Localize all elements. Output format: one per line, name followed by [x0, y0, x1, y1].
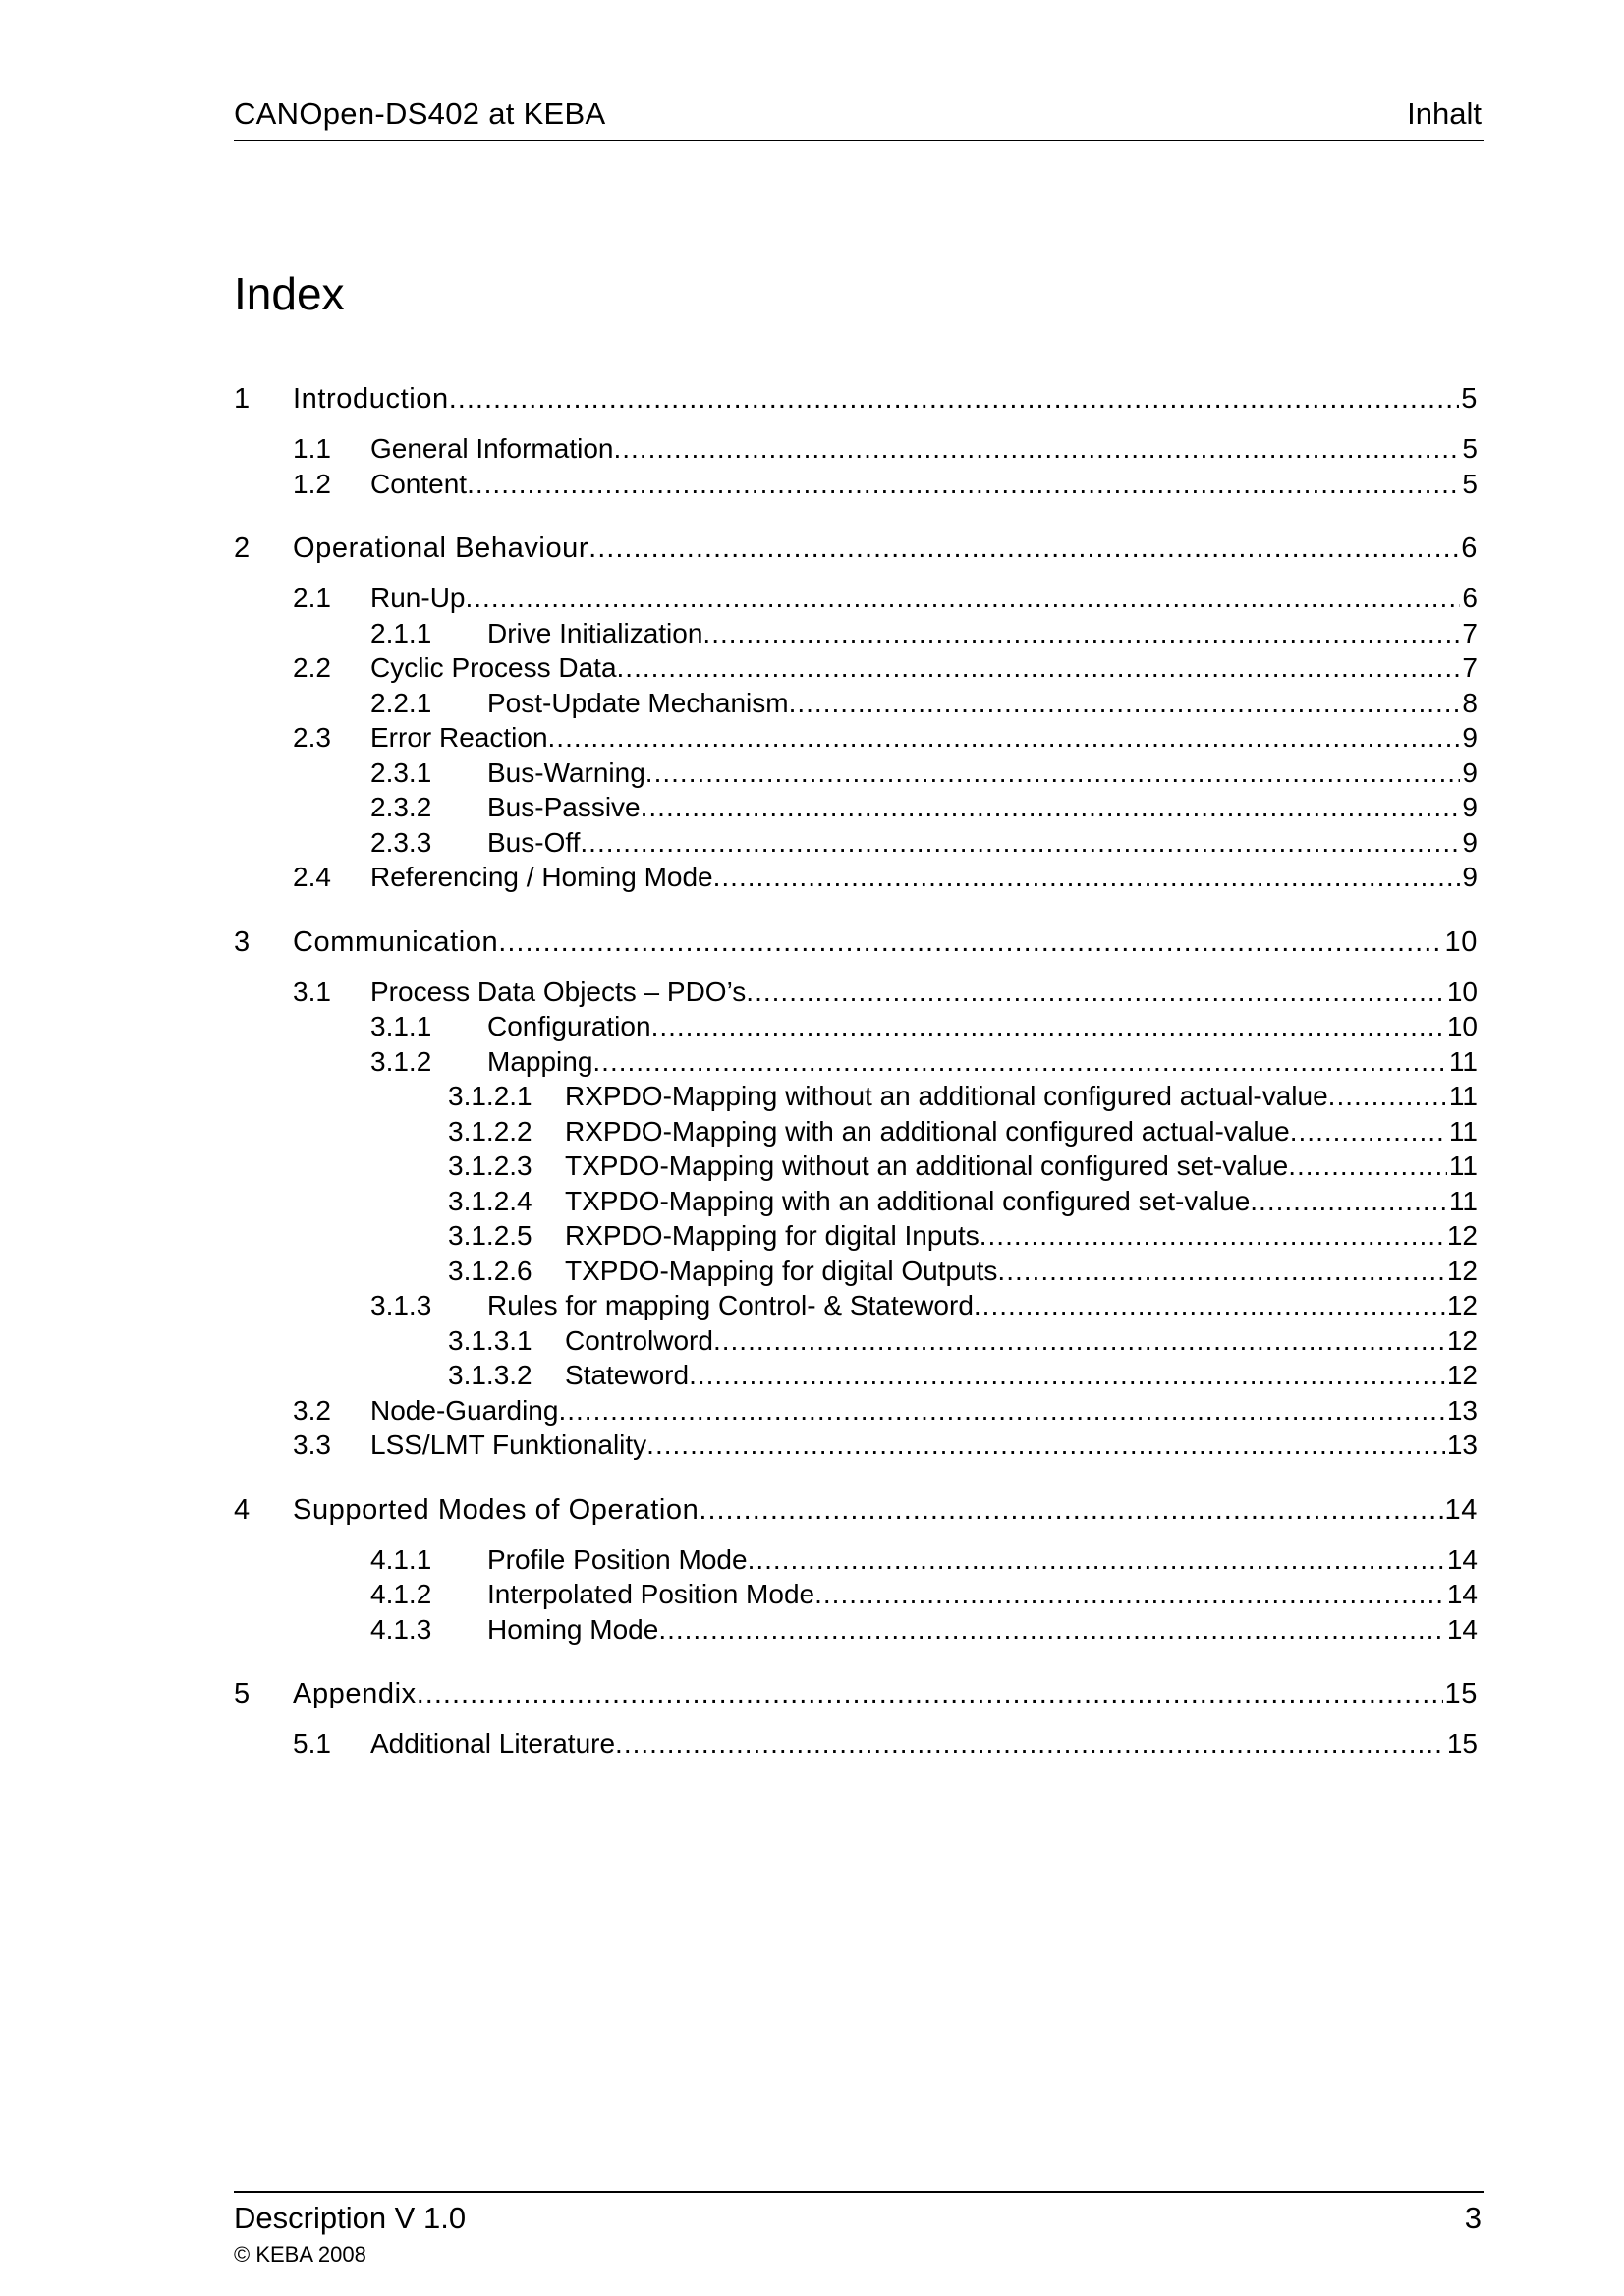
- toc-entry-number: 2.1: [293, 583, 331, 613]
- toc-entry-level-3[interactable]: [234, 1046, 1478, 1082]
- toc-entry-title: Additional Literature: [370, 1728, 616, 1759]
- footer-page-number: 3: [1464, 2201, 1482, 2235]
- toc-entry-title: Supported Modes of Operation: [293, 1493, 700, 1526]
- toc-entry-level-4[interactable]: [234, 1220, 1478, 1256]
- toc-entry-level-2[interactable]: [234, 583, 1478, 618]
- toc-dot-leader: [1290, 1116, 1447, 1148]
- toc-dot-leader: [465, 583, 1460, 614]
- toc-spacer: [234, 1529, 1478, 1544]
- toc-entry-number: 2.3.1: [370, 756, 432, 788]
- toc-entry-page: 5: [1462, 468, 1478, 499]
- toc-entry-page: 12: [1446, 1255, 1478, 1286]
- toc-entry-level-3[interactable]: [234, 618, 1478, 653]
- toc-entry-level-3[interactable]: [234, 792, 1478, 827]
- toc-entry-number: 5: [234, 1678, 251, 1709]
- toc-entry-page: 11: [1448, 1081, 1478, 1111]
- toc-dot-leader: [588, 532, 1459, 565]
- page-title: Index: [234, 268, 345, 319]
- toc-entry-number: 3.1.2.5: [448, 1220, 532, 1251]
- toc-entry-number: 3.1: [293, 976, 331, 1007]
- toc-entry-number: 3.3: [293, 1429, 331, 1460]
- toc-entry-title: Configuration: [487, 1011, 651, 1041]
- toc-entry-number: 1.2: [293, 468, 331, 499]
- toc-entry-number: 2.3.2: [370, 792, 432, 822]
- toc-spacer: [234, 1712, 1478, 1728]
- toc-entry-page: 14: [1446, 1543, 1478, 1575]
- toc-entry-title: LSS/LMT Funktionality: [370, 1429, 647, 1460]
- toc-entry-title: Appendix: [293, 1678, 417, 1709]
- toc-entry-title: Stateword: [565, 1360, 690, 1390]
- toc-entry-level-3[interactable]: [234, 1544, 1478, 1580]
- toc-dot-leader: [641, 792, 1461, 823]
- toc-entry-level-1[interactable]: [234, 1678, 1478, 1712]
- toc-entry-page: 9: [1462, 862, 1478, 892]
- toc-entry-level-1[interactable]: [234, 1494, 1478, 1529]
- toc-entry-number: 3.1.2: [370, 1045, 432, 1077]
- toc-entry-page: 5: [1461, 383, 1478, 415]
- toc-entry-level-4[interactable]: [234, 1081, 1478, 1116]
- toc-entry-level-3[interactable]: [234, 1011, 1478, 1046]
- toc-spacer: [234, 503, 1478, 532]
- header-section-name: Inhalt: [1407, 96, 1482, 131]
- toc-entry-number: 3.1.3.2: [448, 1360, 532, 1390]
- toc-dot-leader: [997, 1256, 1444, 1287]
- toc-entry-level-2[interactable]: [234, 1728, 1478, 1764]
- toc-entry-level-2[interactable]: [234, 652, 1478, 688]
- toc-entry-level-2[interactable]: [234, 862, 1478, 897]
- toc-entry-level-1[interactable]: [234, 383, 1478, 418]
- toc-entry-page: 9: [1462, 756, 1478, 788]
- toc-entry-page: 10: [1446, 1011, 1478, 1041]
- toc-entry-page: 14: [1444, 1493, 1478, 1526]
- toc-dot-leader: [449, 383, 1460, 416]
- toc-entry-page: 8: [1462, 687, 1478, 718]
- header-document-title: CANOpen-DS402 at KEBA: [234, 96, 606, 131]
- toc-entry-level-4[interactable]: [234, 1256, 1478, 1291]
- toc-entry-page: 13: [1446, 1394, 1478, 1426]
- page-footer: [234, 2191, 1484, 2267]
- toc-entry-number: 2.4: [293, 862, 331, 892]
- toc-dot-leader: [558, 1395, 1444, 1427]
- toc-spacer: [234, 897, 1478, 926]
- toc-entry-title: Rules for mapping Control- & Stateword: [487, 1290, 974, 1320]
- toc-dot-leader: [713, 1325, 1445, 1357]
- toc-dot-leader: [689, 1360, 1445, 1391]
- toc-dot-leader: [651, 1011, 1445, 1042]
- toc-entry-title: Content: [370, 468, 468, 499]
- toc-dot-leader: [980, 1220, 1445, 1252]
- toc-entry-number: 1.1: [293, 433, 331, 464]
- toc-dot-leader: [467, 469, 1460, 500]
- toc-entry-title: Communication: [293, 925, 499, 958]
- toc-entry-level-2[interactable]: [234, 977, 1478, 1012]
- toc-entry-number: 2.2: [293, 652, 331, 683]
- toc-entry-title: Homing Mode: [487, 1613, 659, 1645]
- toc-entry-page: 6: [1461, 532, 1478, 564]
- toc-entry-level-3[interactable]: [234, 1579, 1478, 1614]
- toc-entry-number: 3: [234, 925, 251, 958]
- toc-entry-title: Bus-Warning: [487, 756, 645, 788]
- toc-entry-level-2[interactable]: [234, 722, 1478, 757]
- toc-entry-page: 11: [1448, 1045, 1478, 1077]
- toc-dot-leader: [1250, 1186, 1447, 1217]
- toc-entry-page: 13: [1446, 1429, 1478, 1460]
- toc-entry-number: 1: [234, 383, 251, 415]
- toc-entry-level-4[interactable]: [234, 1325, 1478, 1361]
- toc-dot-leader: [417, 1678, 1443, 1710]
- toc-entry-title: Introduction: [293, 383, 449, 415]
- toc-entry-title: Cyclic Process Data: [370, 652, 617, 683]
- toc-entry-title: TXPDO-Mapping with an additional configured set-value: [565, 1185, 1251, 1216]
- toc-spacer: [234, 418, 1478, 433]
- toc-entry-level-2[interactable]: [234, 1429, 1478, 1465]
- toc-spacer: [234, 567, 1478, 583]
- toc-entry-title: Referencing / Homing Mode: [370, 862, 713, 892]
- toc-entry-level-4[interactable]: [234, 1186, 1478, 1221]
- footer-copyright: © KEBA 2008: [234, 2242, 366, 2267]
- toc-entry-number: 4.1.3: [370, 1613, 432, 1645]
- toc-dot-leader: [974, 1290, 1445, 1321]
- toc-entry-title: Profile Position Mode: [487, 1543, 748, 1575]
- toc-entry-level-1[interactable]: [234, 532, 1478, 567]
- toc-entry-number: 2.3.3: [370, 826, 432, 858]
- toc-entry-number: 5.1: [293, 1728, 331, 1759]
- toc-entry-page: 14: [1446, 1613, 1478, 1645]
- toc-entry-level-2[interactable]: [234, 1395, 1478, 1430]
- toc-entry-page: 12: [1446, 1360, 1478, 1390]
- footer-version: Description V 1.0: [234, 2201, 467, 2235]
- toc-dot-leader: [580, 827, 1460, 859]
- toc-entry-number: 3.1.2.1: [448, 1081, 532, 1111]
- toc-entry-level-3[interactable]: [234, 827, 1478, 863]
- toc-entry-title: Drive Initialization: [487, 617, 703, 648]
- toc-entry-title: Run-Up: [370, 583, 466, 613]
- toc-entry-level-2[interactable]: [234, 433, 1478, 469]
- toc-entry-page: 14: [1446, 1579, 1478, 1609]
- toc-dot-leader: [615, 1728, 1445, 1760]
- toc-entry-title: General Information: [370, 433, 614, 464]
- toc-dot-leader: [645, 757, 1461, 789]
- toc-entry-page: 9: [1462, 826, 1478, 858]
- toc-dot-leader: [498, 926, 1442, 959]
- toc-entry-title: RXPDO-Mapping with an additional configured actual-value: [565, 1115, 1290, 1147]
- toc-entry-page: 11: [1448, 1185, 1478, 1216]
- toc-spacer: [234, 1649, 1478, 1678]
- toc-dot-leader: [658, 1614, 1445, 1646]
- toc-dot-leader: [702, 618, 1460, 649]
- toc-spacer: [234, 961, 1478, 977]
- toc-entry-number: 2.2.1: [370, 687, 432, 718]
- toc-entry-title: Process Data Objects – PDO’s: [370, 976, 747, 1007]
- toc-entry-title: Interpolated Position Mode: [487, 1579, 815, 1609]
- toc-entry-number: 4: [234, 1493, 251, 1526]
- toc-entry-title: Error Reaction: [370, 722, 548, 753]
- toc-entry-page: 10: [1446, 976, 1478, 1007]
- toc-entry-level-3[interactable]: [234, 1614, 1478, 1650]
- toc-entry-number: 2.1.1: [370, 617, 432, 648]
- toc-entry-number: 3.1.3.1: [448, 1324, 532, 1356]
- toc-entry-page: 9: [1462, 722, 1478, 753]
- toc-entry-page: 5: [1462, 433, 1478, 464]
- toc-entry-level-2[interactable]: [234, 469, 1478, 504]
- toc-entry-number: 3.1.2.4: [448, 1185, 532, 1216]
- toc-entry-number: 3.1.2.6: [448, 1255, 532, 1286]
- toc-entry-page: 10: [1444, 925, 1478, 958]
- toc-entry-level-3[interactable]: [234, 1290, 1478, 1325]
- toc-dot-leader: [613, 433, 1460, 465]
- toc-entry-title: RXPDO-Mapping for digital Inputs: [565, 1220, 980, 1251]
- toc-entry-page: 9: [1462, 792, 1478, 822]
- toc-entry-page: 7: [1462, 652, 1478, 683]
- toc-entry-page: 12: [1446, 1220, 1478, 1251]
- toc-dot-leader: [814, 1579, 1445, 1610]
- toc-entry-page: 12: [1446, 1290, 1478, 1320]
- toc-entry-title: Bus-Passive: [487, 792, 641, 822]
- toc-dot-leader: [713, 862, 1461, 893]
- toc-dot-leader: [592, 1046, 1447, 1078]
- toc-dot-leader: [646, 1429, 1445, 1461]
- page-header: [234, 94, 1484, 141]
- toc-entry-title: TXPDO-Mapping without an additional configured set-value: [565, 1150, 1289, 1181]
- toc-entry-number: 3.2: [293, 1394, 331, 1426]
- toc-entry-level-4[interactable]: [234, 1150, 1478, 1186]
- toc-dot-leader: [617, 652, 1461, 684]
- toc-entry-number: 3.1.2.2: [448, 1115, 532, 1147]
- toc-entry-page: 15: [1444, 1678, 1478, 1709]
- toc-entry-page: 11: [1448, 1115, 1478, 1147]
- toc-entry-page: 6: [1462, 583, 1478, 613]
- toc-dot-leader: [746, 977, 1445, 1008]
- toc-entry-title: Operational Behaviour: [293, 532, 589, 564]
- toc-entry-number: 2: [234, 532, 251, 564]
- toc-entry-level-4[interactable]: [234, 1360, 1478, 1395]
- toc-entry-title: Node-Guarding: [370, 1394, 559, 1426]
- toc-entry-title: TXPDO-Mapping for digital Outputs: [565, 1255, 998, 1286]
- toc-entry-title: Bus-Off: [487, 826, 581, 858]
- toc-entry-title: Post-Update Mechanism: [487, 687, 789, 718]
- toc-entry-number: 3.1.2.3: [448, 1150, 532, 1181]
- toc-dot-leader: [1328, 1081, 1447, 1112]
- toc-entry-level-3[interactable]: [234, 688, 1478, 723]
- toc-spacer: [234, 1465, 1478, 1494]
- toc-entry-level-4[interactable]: [234, 1116, 1478, 1151]
- toc-dot-leader: [1288, 1150, 1447, 1182]
- toc-entry-number: 4.1.1: [370, 1543, 432, 1575]
- toc-entry-number: 2.3: [293, 722, 331, 753]
- toc-entry-page: 12: [1446, 1324, 1478, 1356]
- toc-dot-leader: [699, 1494, 1442, 1527]
- toc-entry-page: 15: [1446, 1728, 1478, 1759]
- toc-entry-title: Mapping: [487, 1045, 593, 1077]
- toc-dot-leader: [548, 722, 1461, 754]
- toc-entry-page: 11: [1448, 1150, 1478, 1181]
- toc-dot-leader: [789, 688, 1461, 719]
- toc-entry-page: 7: [1462, 617, 1478, 648]
- toc-entry-title: RXPDO-Mapping without an additional configured actual-value: [565, 1081, 1328, 1111]
- toc-entry-number: 4.1.2: [370, 1579, 432, 1609]
- toc-entry-number: 3.1.3: [370, 1290, 432, 1320]
- toc-entry-level-1[interactable]: [234, 926, 1478, 961]
- toc-entry-number: 3.1.1: [370, 1011, 432, 1041]
- toc-dot-leader: [748, 1544, 1445, 1576]
- table-of-contents: [234, 383, 1478, 1764]
- toc-entry-level-3[interactable]: [234, 757, 1478, 793]
- toc-entry-title: Controlword: [565, 1324, 713, 1356]
